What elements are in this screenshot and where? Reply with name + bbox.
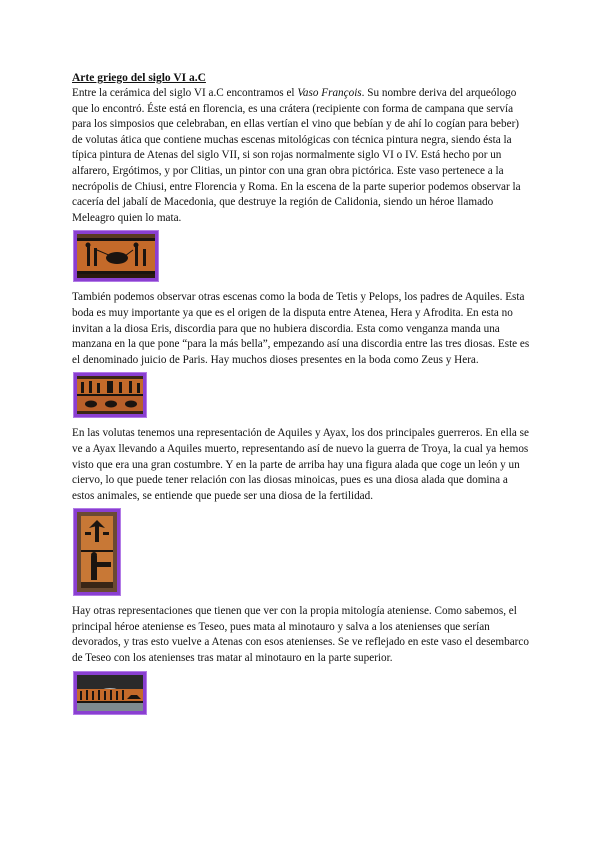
vase-name-emphasis: Vaso François (297, 87, 362, 99)
image-4-wrapper (74, 672, 532, 714)
image-3-wrapper (74, 509, 532, 595)
image-1-wrapper (74, 231, 532, 281)
paragraph-4: Hay otras representaciones que tienen que ver con la propia mitología ateniense. Como sabemos, el principal héroe ateniense es Teseo, pues mata al minotauro y salva a los atenienses que serían devorados, y tras esto vuelve a Atenas con esos atenienses. Se ve reflejado en este vaso el desembarco de Teseo con los atenienses tras matar al minotauro en la parte superior. (72, 605, 529, 665)
theseus-landing-frieze-photo (74, 672, 146, 714)
paragraph-1 (72, 86, 532, 226)
paragraph-1-text-start: Entre la cerámica del siglo VI a.C encontramos el (72, 87, 298, 99)
paragraph-1-text-end: . Su nombre deriva del arqueólogo que lo encontró. Éste está en florencia, es una crátera (recipiente con forma de campana que servía para los simposios que celebraban, en ellas vertían el vino que bebían y de ahí lo cogían para beber) de volutas ática que contiene muchas escenas mitológicas con técnica pintura negra, siendo ésta la típica pintura de Atenas del siglo VII, si son rojas normalmente siglo VI o IV. Está hecho por un alfarero, Ergótimos, y por Clitias, un pintor con una gran obra pictórica. Este vaso pertenece a la necrópolis de Chiusi, entre Florencia y Roma. En la escena de la parte superior podemos observar la cacería del jabalí de Macedonia, que destruye la región de Calidonia, siendo un héroe llamado Meleagro quien lo mata. (72, 87, 521, 224)
paragraph-2: También podemos observar otras escenas como la boda de Tetis y Pelops, los padres de Aquiles. Esta boda es muy importante ya que es el origen de la disputa entre Atenea, Hera y Afrodita. En esta no invitan a la diosa Eris, discordia para que no hubiera discordia. Esta como venganza manda una manzana en la que pone “para la más bella”, empezando así una discordia entre las tres diosas. Este es el denominado juicio de Paris. Hay muchos dioses presentes en la boda como Zeus y Hera. (72, 291, 530, 366)
paragraph-3: En las volutas tenemos una representación de Aquiles y Ayax, los dos principales guerreros. En ella se ve a Ayax llevando a Aquiles muerto, representando así de nuevo la guerra de Troya, la cual ya hemos visto que era una gran costumbre. Y en la parte de arriba hay una figura alada que coge un león y un ciervo, lo que puede tener relación con las diosas minoicas, pues es una diosa alada que domina a estos animales, se entiende que puede ser una diosa de la fertilidad. (72, 427, 529, 502)
image-2-wrapper (74, 373, 532, 417)
boar-hunt-frieze-photo (74, 231, 158, 281)
document-title: Arte griego del siglo VI a.C (72, 72, 206, 84)
handle-ajax-achilles-photo (74, 509, 120, 595)
wedding-procession-frieze-photo (74, 373, 146, 417)
document-page (72, 70, 532, 723)
